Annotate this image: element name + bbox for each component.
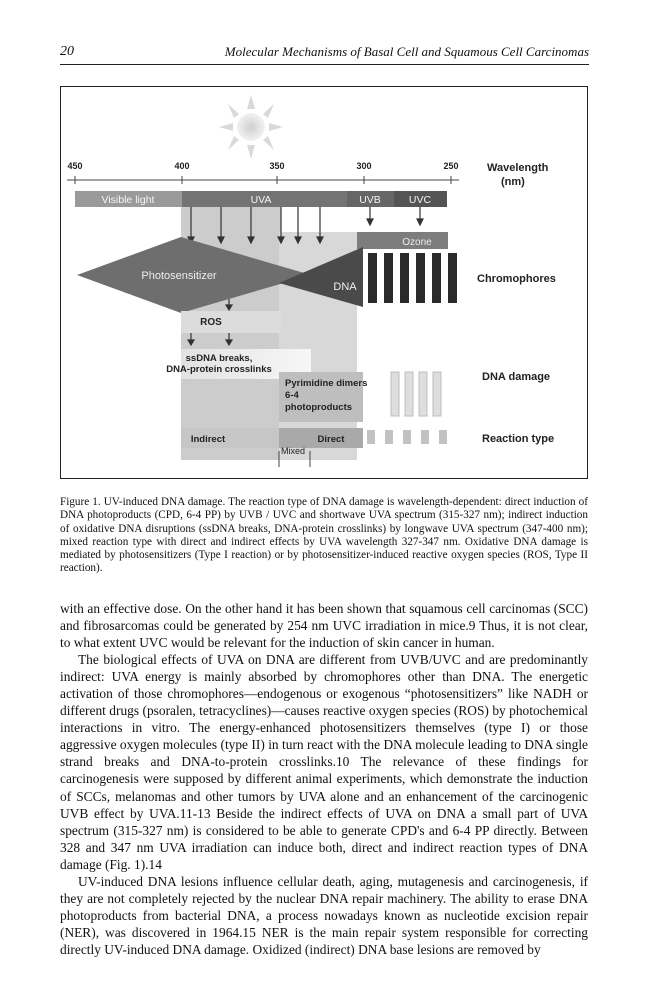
page-header (60, 44, 589, 64)
pyrimidine-label-2: 6-4 (285, 390, 299, 401)
ssdna-label-1: ssDNA breaks, (185, 353, 253, 364)
ros-label: ROS (200, 317, 222, 328)
figure-1 (60, 86, 588, 479)
chromophore-bars (368, 253, 457, 303)
ssdna-label-2: DNA-protein crosslinks (166, 364, 272, 375)
scale-350: 350 (269, 161, 285, 171)
paragraph-3: UV-induced DNA lesions influence cellular death, aging, mutagenesis and carcinogenesis, if they are not completely rejected by the nuclear DNA repair machinery. The ability to erase DNA photoproducts from bacterial DNA, a process nowadays known as nucleotide excision repair (NER), was discovered in 1964.15 NER is the main repair system responsible for correcting directly UV-induced DNA damage. Oxidized (indirect) DNA base lesions are removed by (60, 873, 588, 957)
band-uva: UVA (250, 194, 272, 206)
dna-damage-bars (391, 372, 441, 416)
band-visible-light: Visible light (101, 194, 155, 206)
row-label-reaction-type: Reaction type (482, 433, 555, 445)
direct-label: Direct (317, 434, 345, 445)
scale-450: 450 (67, 161, 83, 171)
pyrimidine-label-3: photoproducts (285, 402, 353, 413)
scale-400: 400 (174, 161, 190, 171)
pyrimidine-label-1: Pyrimidine dimers (285, 378, 368, 389)
header-rule (60, 64, 589, 65)
ozone-label: Ozone (402, 237, 432, 248)
band-uvb: UVB (359, 194, 381, 206)
page-number: 20 (60, 44, 74, 59)
wavelength-unit: (nm) (501, 176, 525, 188)
paragraph-1: with an effective dose. On the other hand it has been shown that squamous cell carcinomas (SCC) and fibrosarcomas could be generated by 254 nm UVC irradiation in mice.9 Thus, it is not clear, to what extent UVC would be relevant for the induction of skin cancer in human. (60, 601, 588, 651)
paragraph-2: The biological effects of UVA on DNA are different from UVB/UVC and are predominantly indirect: UVA energy is mainly absorbed by chromophores other than DNA. The energetic activation of those chromophores—endogenous or exogenous “photosensitizers” like NADH or different drugs (psoralen, tetracyclines)—causes reactive oxygen species (ROS) by photochemical interactions in vitro. The energy-enhanced photosensitizers themselves (type I) or those aggressive oxygen molecules (type II) in turn react with the DNA molecule leading to DNA single strand breaks and DNA-to-protein crosslinks.10 The relevance of these findings for carcinogenesis were supposed by different animal experiments, which demonstrate the induction of SCCs, melanomas and other tumors by UVA alone and an enhancement of the carcinogenic UVB effect by UVA.11-13 Beside the indirect effects of UVA on DNA a small part of UVA spectrum (315-327 nm) is considered to be able to generate CPD's and 6-4 PP directly. Between 328 and 347 nm UVA irradiation can induce both, direct and indirect reaction types of DNA damage (Fig. 1).14 (60, 652, 588, 872)
mixed-label: Mixed (280, 446, 306, 456)
row-label-chromophores: Chromophores (477, 273, 556, 285)
scale-300: 300 (356, 161, 372, 171)
wavelength-axis (67, 176, 459, 184)
reaction-bars (367, 430, 447, 444)
body-text (60, 600, 588, 958)
wavelength-label: Wavelength (487, 162, 549, 174)
figure-caption: Figure 1. UV-induced DNA damage. The reaction type of DNA damage is wavelength-dependent: direct induction of DNA photoproducts (CPD, 6-4 PP) by UVB / UVC and shortwave UVA spectrum (315-327 nm); indirect induction of oxidative DNA disruptions (ssDNA breaks, DNA-protein crosslinks) by longwave UVA spectrum (347-400 nm); mixed reaction type with direct and indirect effects by UVA wavelength 327-347 nm. Oxidative DNA damage is mediated by photosensitizers (Type I reaction) or by photosensitizer-induced reactive oxygen species (ROS, Type II reaction). (60, 496, 588, 575)
dna-label: DNA (333, 281, 357, 293)
sun-icon (219, 95, 283, 159)
indirect-label: Indirect (190, 434, 226, 445)
row-label-dna-damage: DNA damage (482, 371, 551, 383)
running-title: Molecular Mechanisms of Basal Cell and Squamous Cell Carcinomas (224, 44, 589, 59)
scale-250: 250 (443, 161, 459, 171)
ros-box (181, 311, 281, 333)
uv-dna-diagram (61, 87, 587, 478)
photosensitizer-label: Photosensitizer (141, 270, 217, 282)
band-uvc: UVC (408, 194, 432, 206)
